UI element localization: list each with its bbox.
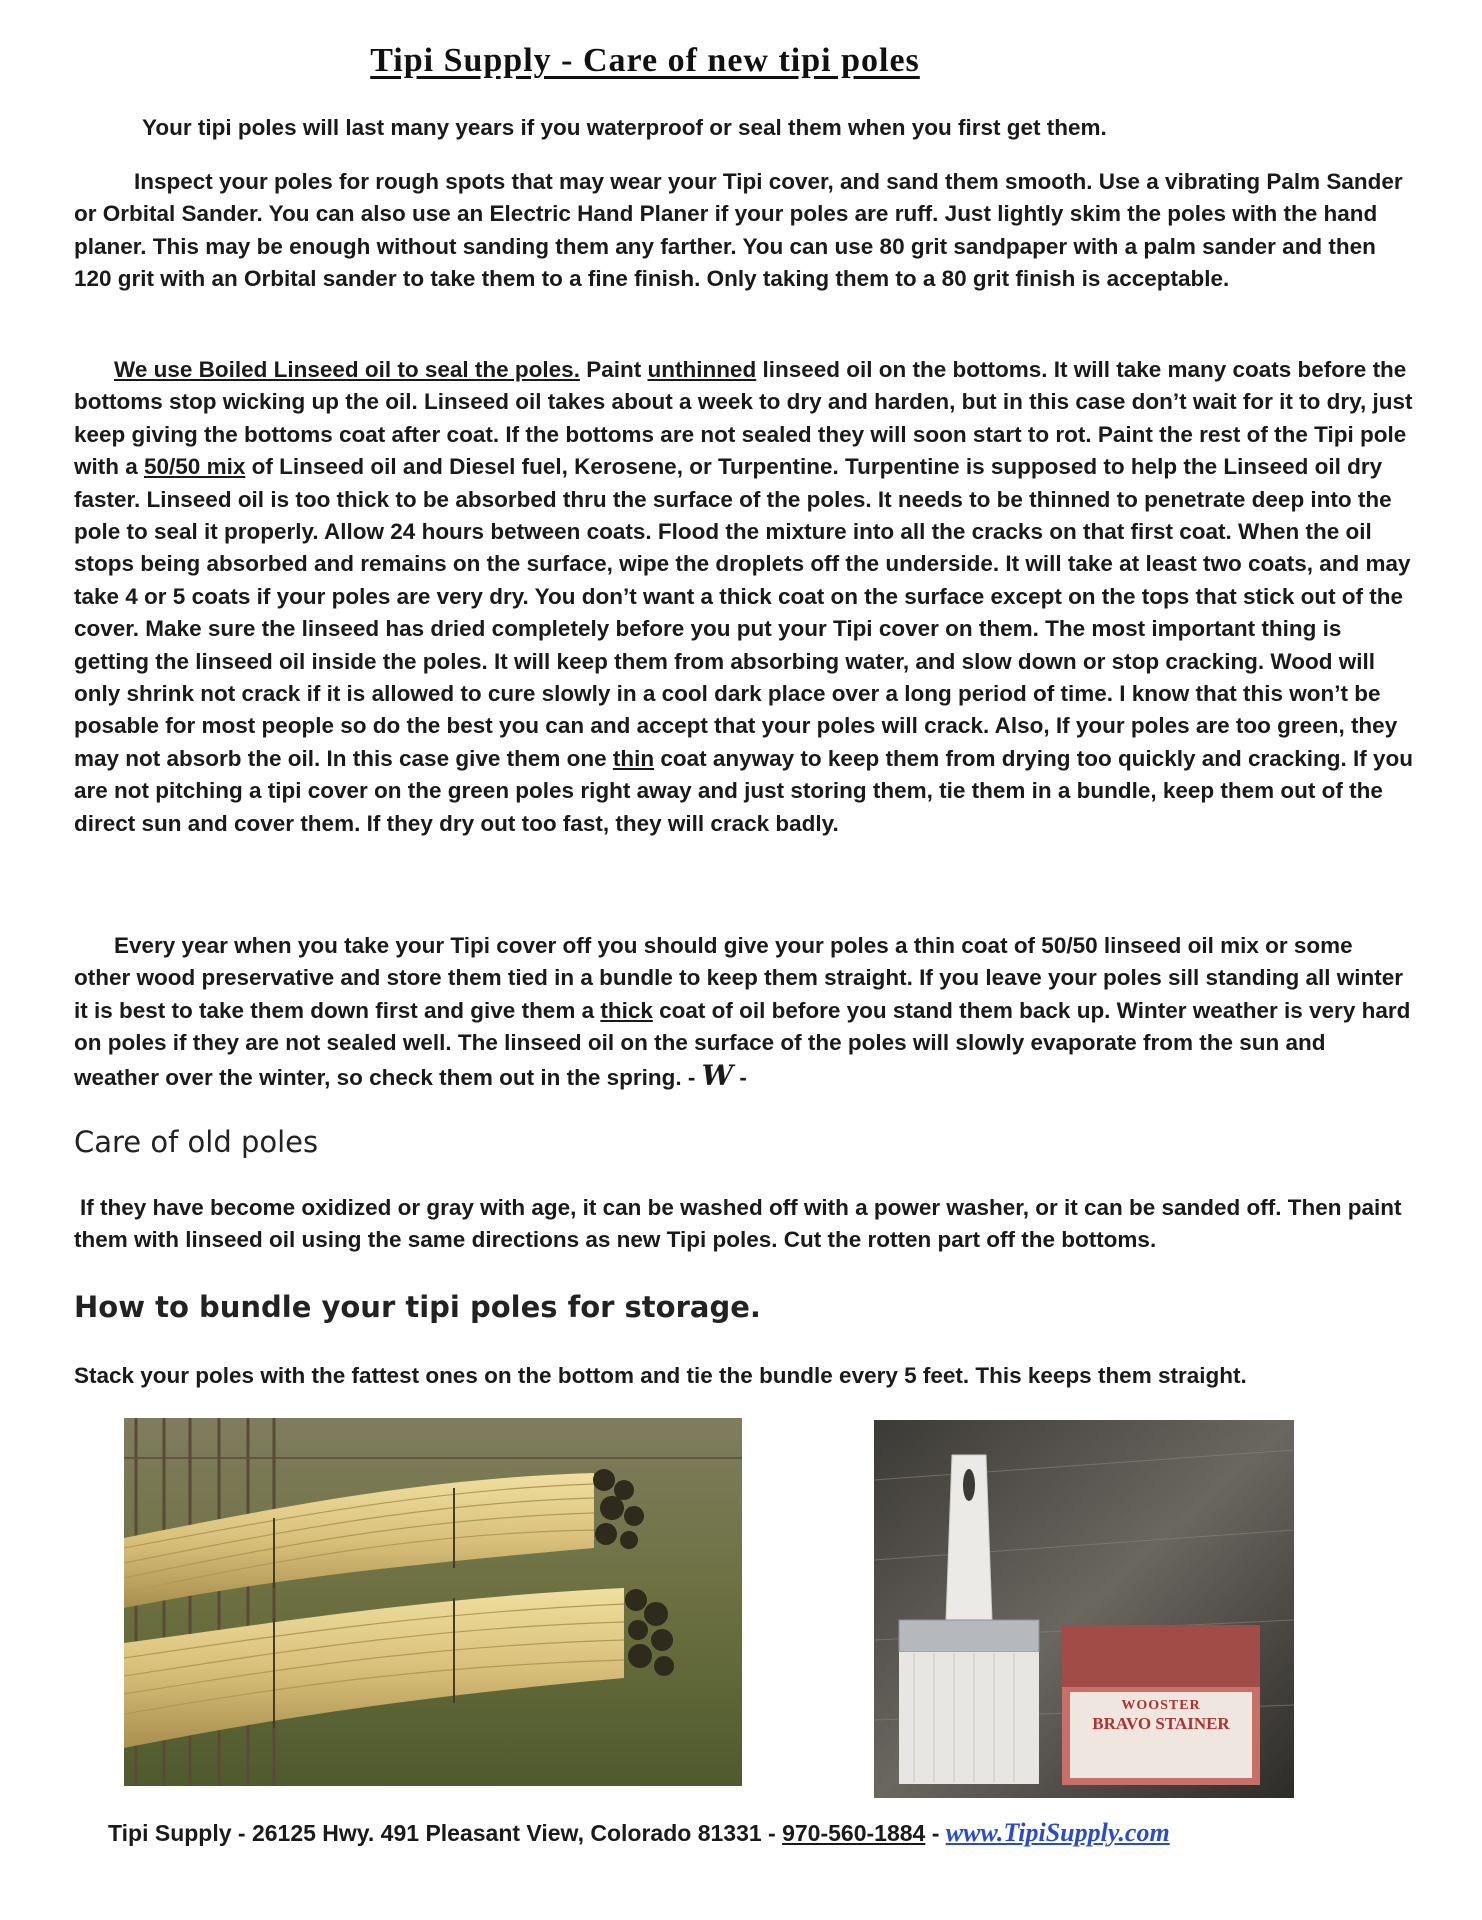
intro-text: Your tipi poles will last many years if you waterproof or seal them when you first get them. [142,115,1107,140]
old-poles-heading: Care of old poles [74,1125,319,1159]
brush-label [1070,1692,1252,1734]
yearly-text [74,930,1414,1094]
bundle-paragraph [74,1360,1414,1392]
bundle-heading: How to bundle your tipi poles for storage. [74,1290,761,1324]
linseed-paragraph [74,354,1414,840]
footer-sep: - [925,1820,946,1846]
footer-website-link[interactable]: www.TipiSupply.com [945,1818,1170,1847]
footer-address: Tipi Supply - 26125 Hwy. 491 Pleasant View, Colorado 81331 - [108,1820,783,1846]
intro-paragraph [74,112,1414,144]
thin-word: thin [612,745,655,771]
page-title-text: Tipi Supply - Care of new tipi poles [370,42,920,79]
old-poles-paragraph [74,1192,1414,1257]
pole-bundle-photo [124,1418,742,1786]
yearly-end: - [733,1064,747,1090]
old-poles-text: If they have become oxidized or gray with age, it can be washed off with a power washer, or it can be sanded off. Then paint them with linseed oil using the same directions as new Tipi poles. Cut the rotten part off the bottoms. [74,1195,1402,1253]
signature: W [701,1058,734,1092]
linseed-part4: coat anyway to keep them from drying too quickly and cracking. If you are not pitching a tipi cover on the green poles right away and just storing them, tie them in a bundle, keep them out of the direct sun and cover them. If they dry out too fast, they will crack badly. [74,745,1414,836]
mix-word: 50/50 mix [144,454,246,480]
footer [108,1818,1170,1848]
linseed-text [74,354,1414,840]
inspect-text: Inspect your poles for rough spots that may wear your Tipi cover, and sand them smooth. Use a vibrating Palm Sander or Orbital Sander. You can also use an Electric Hand Planer if your poles are ruff. Just lightly skim the poles with the hand planer. This may be enough without sanding them any farther. You can use 80 grit sandpaper with a palm sander and then 120 grit with an Orbital sander to take them to a fine finish. Only taking them to a 80 grit finish is acceptable. [74,169,1403,292]
brush-image [874,1420,1294,1798]
page-title [0,42,1290,80]
inspect-paragraph [74,166,1414,296]
linseed-part3: of Linseed oil and Diesel fuel, Kerosene, or Turpentine. Turpentine is supposed to help the Linseed oil dry faster. Linseed oil is too thick to be absorbed thru the surface of the poles. It needs to be thinned to penetrate deep into the pole to seal it properly. Allow 24 hours between coats. Flood the mixture into all the cracks on that first coat. When the oil stops being absorbed and remains on the surface, wipe the droplets off the underside. It will take at least two coats, and may take 4 or 5 coats if your poles are very dry. You don’t want a thick coat on the surface except on the tops that stick out of the cover. Make sure the linseed has dried completely before you put your Tipi cover on them. The most important thing is getting the linseed oil inside the poles. It will keep them from absorbing water, and slow down or stop cracking. Wood will only shrink not crack if it is allowed to cure slowly in a cool dark place over a long period of time. I know that this won’t be posable for most people so do the best you can and accept that your poles will crack. Also, If your poles are too green, they may not absorb the oil. In this case give them one [74,454,1411,771]
pole-bundle-image [124,1418,742,1786]
yearly-part2: coat of oil before you stand them back up. Winter weather is very hard on poles if they are not sealed well. The linseed oil on the surface of the poles will slowly evaporate from the sun and weather over the winter, so check them out in the spring. - [74,997,1411,1090]
linseed-part2: linseed oil on the bottoms. It will take many coats before the bottoms stop wicking up the oil. Linseed oil takes about a week to dry and harden, but in this case don’t wait for it to dry, just keep giving the bottoms coat after coat. If the bottoms are not sealed they will soon start to rot. Paint the rest of the Tipi pole with a [74,357,1413,480]
brush-brand: WOOSTER [1121,1698,1201,1713]
yearly-paragraph [74,930,1414,1094]
brush-product: BRAVO STAINER [1092,1714,1230,1733]
footer-phone[interactable]: 970-560-1884 [782,1820,926,1846]
thick-word: thick [600,997,653,1023]
linseed-part1: Paint [579,357,648,382]
yearly-part1: Every year when you take your Tipi cover off you should give your poles a thin coat of 50/50 linseed oil mix or some other wood preservative and store them tied in a bundle to keep them straight. If you leave your poles sill standing all winter it is best to take them down first and give them a [74,933,1404,1023]
brush-photo [874,1420,1294,1798]
unthinned-word: unthinned [647,357,757,382]
linseed-lead: We use Boiled Linseed oil to seal the poles. [114,357,580,382]
bundle-text: Stack your poles with the fattest ones on the bottom and tie the bundle every 5 feet. This keeps them straight. [74,1363,1247,1388]
